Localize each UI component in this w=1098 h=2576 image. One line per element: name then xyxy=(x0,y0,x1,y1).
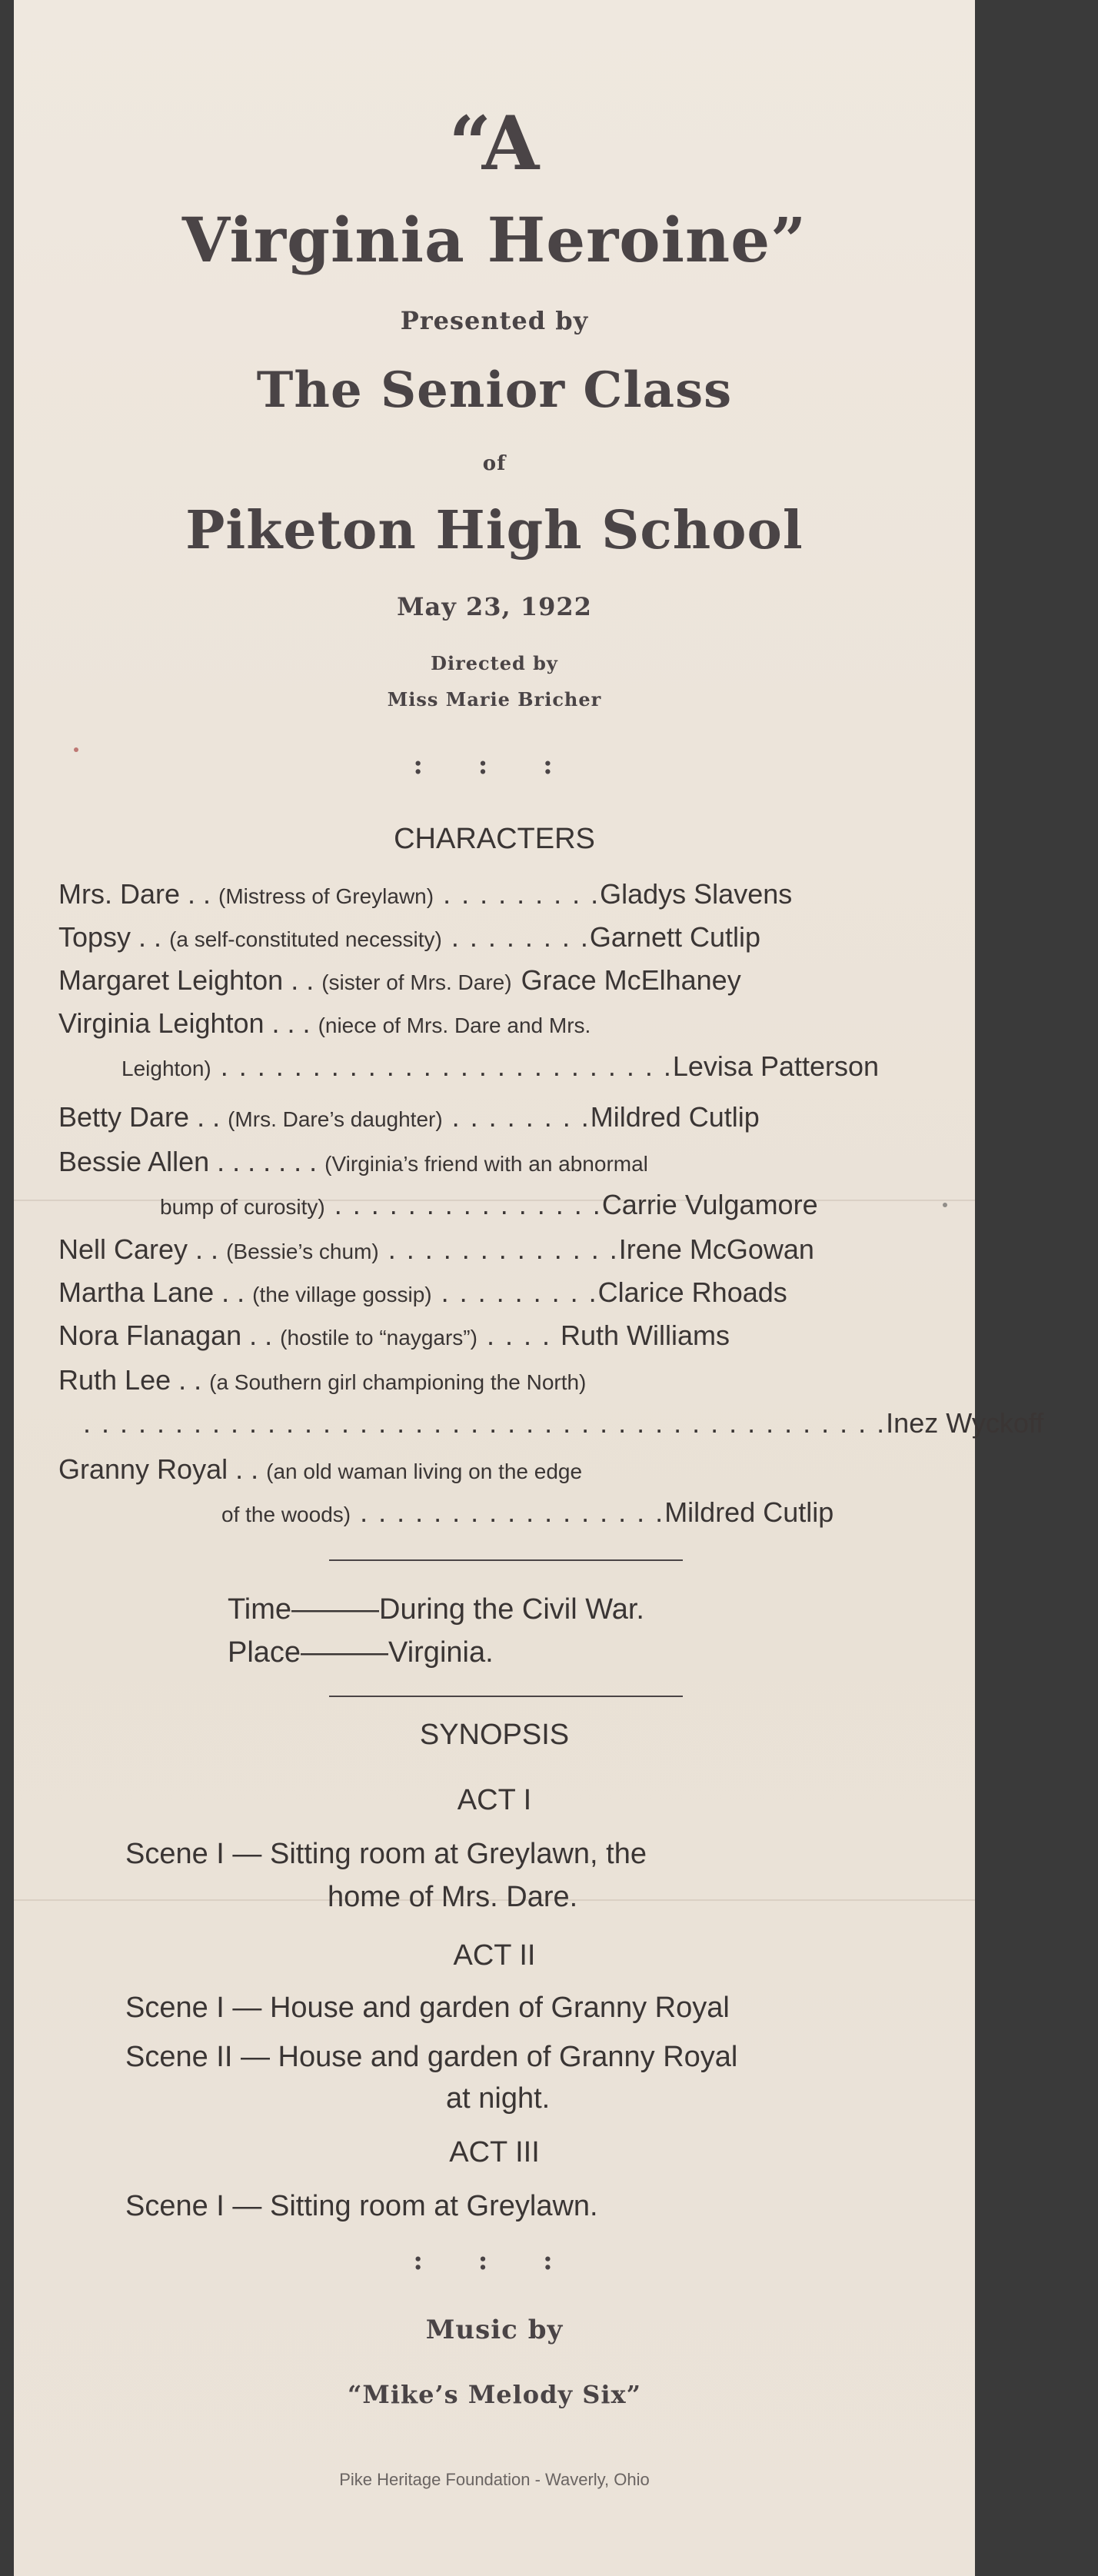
character-description: (an old waman living on the edge xyxy=(266,1459,583,1483)
character-description: (the village gossip) xyxy=(252,1283,432,1306)
class-name: The Senior Class xyxy=(256,361,733,419)
character-name: Granny Royal xyxy=(58,1453,228,1485)
character-description: bump of curosity) xyxy=(160,1195,325,1219)
character-name: Nell Carey xyxy=(58,1233,188,1265)
act-2-heading: ACT II xyxy=(453,1939,536,1972)
character-description: (hostile to “naygars”) xyxy=(280,1326,477,1350)
separator-dots: . . xyxy=(189,1101,228,1133)
character-name: Betty Dare xyxy=(58,1101,190,1133)
actor-name: Levisa Patterson xyxy=(672,1050,880,1082)
act-2-scene-1: Scene I — House and garden of Granny Royal xyxy=(125,1992,730,2024)
cast-row xyxy=(58,1364,935,1396)
leader-dots: . . . . . . . . . . . . . . . . . . . . . . . . . . . . . . . . . . . . . . . . . . . . xyxy=(83,1407,887,1439)
leader-dots: . . . . . . . . . . . . . . . . . . . . . . . . . xyxy=(211,1050,673,1082)
program-paper xyxy=(14,0,1044,2576)
band-name: “Mike’s Melody Six” xyxy=(348,2380,641,2409)
leader-dots: . . . . . . . . . . . . . . . . . xyxy=(351,1496,665,1528)
synopsis-heading: SYNOPSIS xyxy=(419,1719,570,1751)
cast-row xyxy=(58,1320,935,1352)
divider-rule xyxy=(329,1559,683,1561)
actor-name: Mildred Cutlip xyxy=(590,1101,760,1133)
actor-name: Gladys Slavens xyxy=(600,878,793,910)
cast-row xyxy=(221,1496,1098,1529)
character-name: Ruth Lee xyxy=(58,1364,171,1396)
character-description: (Bessie’s chum) xyxy=(226,1240,379,1263)
cast-row xyxy=(58,1276,935,1309)
separator-dots: . . xyxy=(228,1453,267,1485)
separator-dots: . . xyxy=(283,964,322,996)
act-3-scene-1: Scene I — Sitting room at Greylawn. xyxy=(125,2190,598,2222)
divider-dots: : : : xyxy=(413,2245,576,2276)
actor-name: Irene McGowan xyxy=(618,1233,814,1265)
actor-name: Grace McElhaney xyxy=(521,964,741,996)
separator-dots: . . xyxy=(171,1364,210,1396)
act-1-heading: ACT I xyxy=(457,1784,532,1816)
character-name: Margaret Leighton xyxy=(58,964,284,996)
divider-dots: : : : xyxy=(413,750,576,780)
leader-dots: . . . . . . . . . . . . . xyxy=(378,1233,619,1265)
performance-date: May 23, 1922 xyxy=(397,592,592,621)
cast-row xyxy=(121,1050,998,1083)
leader-dots: . . . . . . . . . . . . . . . xyxy=(324,1189,602,1220)
leader-dots: . . . . xyxy=(477,1320,561,1351)
character-description: (Virginia’s friend with an abnormal xyxy=(324,1152,648,1176)
music-by: Music by xyxy=(425,2315,564,2345)
characters-heading: CHARACTERS xyxy=(394,823,595,855)
cast-row xyxy=(58,921,935,954)
footer-credit: Pike Heritage Foundation - Waverly, Ohio xyxy=(339,2470,650,2489)
cast-row xyxy=(58,1146,935,1178)
separator-dots: . . xyxy=(214,1276,253,1308)
actor-name: Ruth Williams xyxy=(560,1320,730,1351)
character-name: Topsy xyxy=(58,921,131,953)
character-name: Martha Lane xyxy=(58,1276,215,1308)
school-name: Piketon High School xyxy=(185,500,804,561)
character-description: (Mistress of Greylawn) xyxy=(218,884,434,908)
cast-row xyxy=(58,1007,935,1040)
character-description: (Mrs. Dare’s daughter) xyxy=(228,1107,443,1131)
act-2-scene-2-cont: at night. xyxy=(446,2082,551,2115)
character-description: Leighton) xyxy=(121,1057,211,1080)
setting-time: Time———During the Civil War. xyxy=(228,1593,644,1626)
setting-place: Place———Virginia. xyxy=(228,1636,494,1669)
directed-by: Directed by xyxy=(431,652,558,674)
act-1-scene-1-cont: home of Mrs. Dare. xyxy=(328,1881,578,1913)
act-1-scene-1: Scene I — Sitting room at Greylawn, the xyxy=(125,1838,647,1870)
divider-rule xyxy=(329,1696,683,1697)
cast-row xyxy=(58,1233,935,1266)
leader-dots: . . . . . . . . . xyxy=(431,1276,598,1308)
leader-dots xyxy=(512,964,521,996)
cast-row xyxy=(58,878,935,910)
separator-dots: . . xyxy=(241,1320,281,1351)
separator-dots: . . xyxy=(180,878,219,910)
character-description: (a Southern girl championing the North) xyxy=(209,1370,587,1394)
cast-row xyxy=(58,1101,935,1133)
leader-dots: . . . . . . . . xyxy=(442,1101,591,1133)
character-description: (sister of Mrs. Dare) xyxy=(321,970,512,994)
of-text: of xyxy=(482,452,507,475)
separator-dots: . . xyxy=(131,921,170,953)
leader-dots: . . . . . . . . . xyxy=(434,878,601,910)
actor-name: Garnett Cutlip xyxy=(589,921,761,953)
cast-row xyxy=(83,1407,1044,1439)
actor-name: Clarice Rhoads xyxy=(597,1276,787,1308)
character-description: of the woods) xyxy=(221,1503,351,1526)
title-line-1: “A xyxy=(448,100,541,187)
act-2-scene-2: Scene II — House and garden of Granny Royal xyxy=(125,2041,738,2073)
cast-row xyxy=(160,1189,1036,1221)
character-description: (niece of Mrs. Dare and Mrs. xyxy=(318,1013,591,1037)
separator-dots: . . . xyxy=(264,1007,318,1039)
character-name: Bessie Allen xyxy=(58,1146,210,1177)
character-name: Mrs. Dare xyxy=(58,878,181,910)
play-title: Virginia Heroine” xyxy=(181,204,807,276)
separator-dots: . . xyxy=(188,1233,227,1265)
director-name: Miss Marie Bricher xyxy=(387,688,602,711)
act-3-heading: ACT III xyxy=(449,2136,540,2168)
character-name: Virginia Leighton xyxy=(58,1007,265,1039)
actor-name: Mildred Cutlip xyxy=(664,1496,834,1528)
actor-name: Inez Wyckoff xyxy=(886,1407,1044,1439)
leader-dots: . . . . . . . . xyxy=(441,921,590,953)
actor-name: Carrie Vulgamore xyxy=(601,1189,818,1220)
presented-by: Presented by xyxy=(400,306,589,335)
character-description: (a self-constituted necessity) xyxy=(169,927,442,951)
character-name: Nora Flanagan xyxy=(58,1320,242,1351)
separator-dots: . . . . . . . xyxy=(209,1146,325,1177)
cast-row xyxy=(58,964,935,997)
cast-row xyxy=(58,1453,935,1486)
